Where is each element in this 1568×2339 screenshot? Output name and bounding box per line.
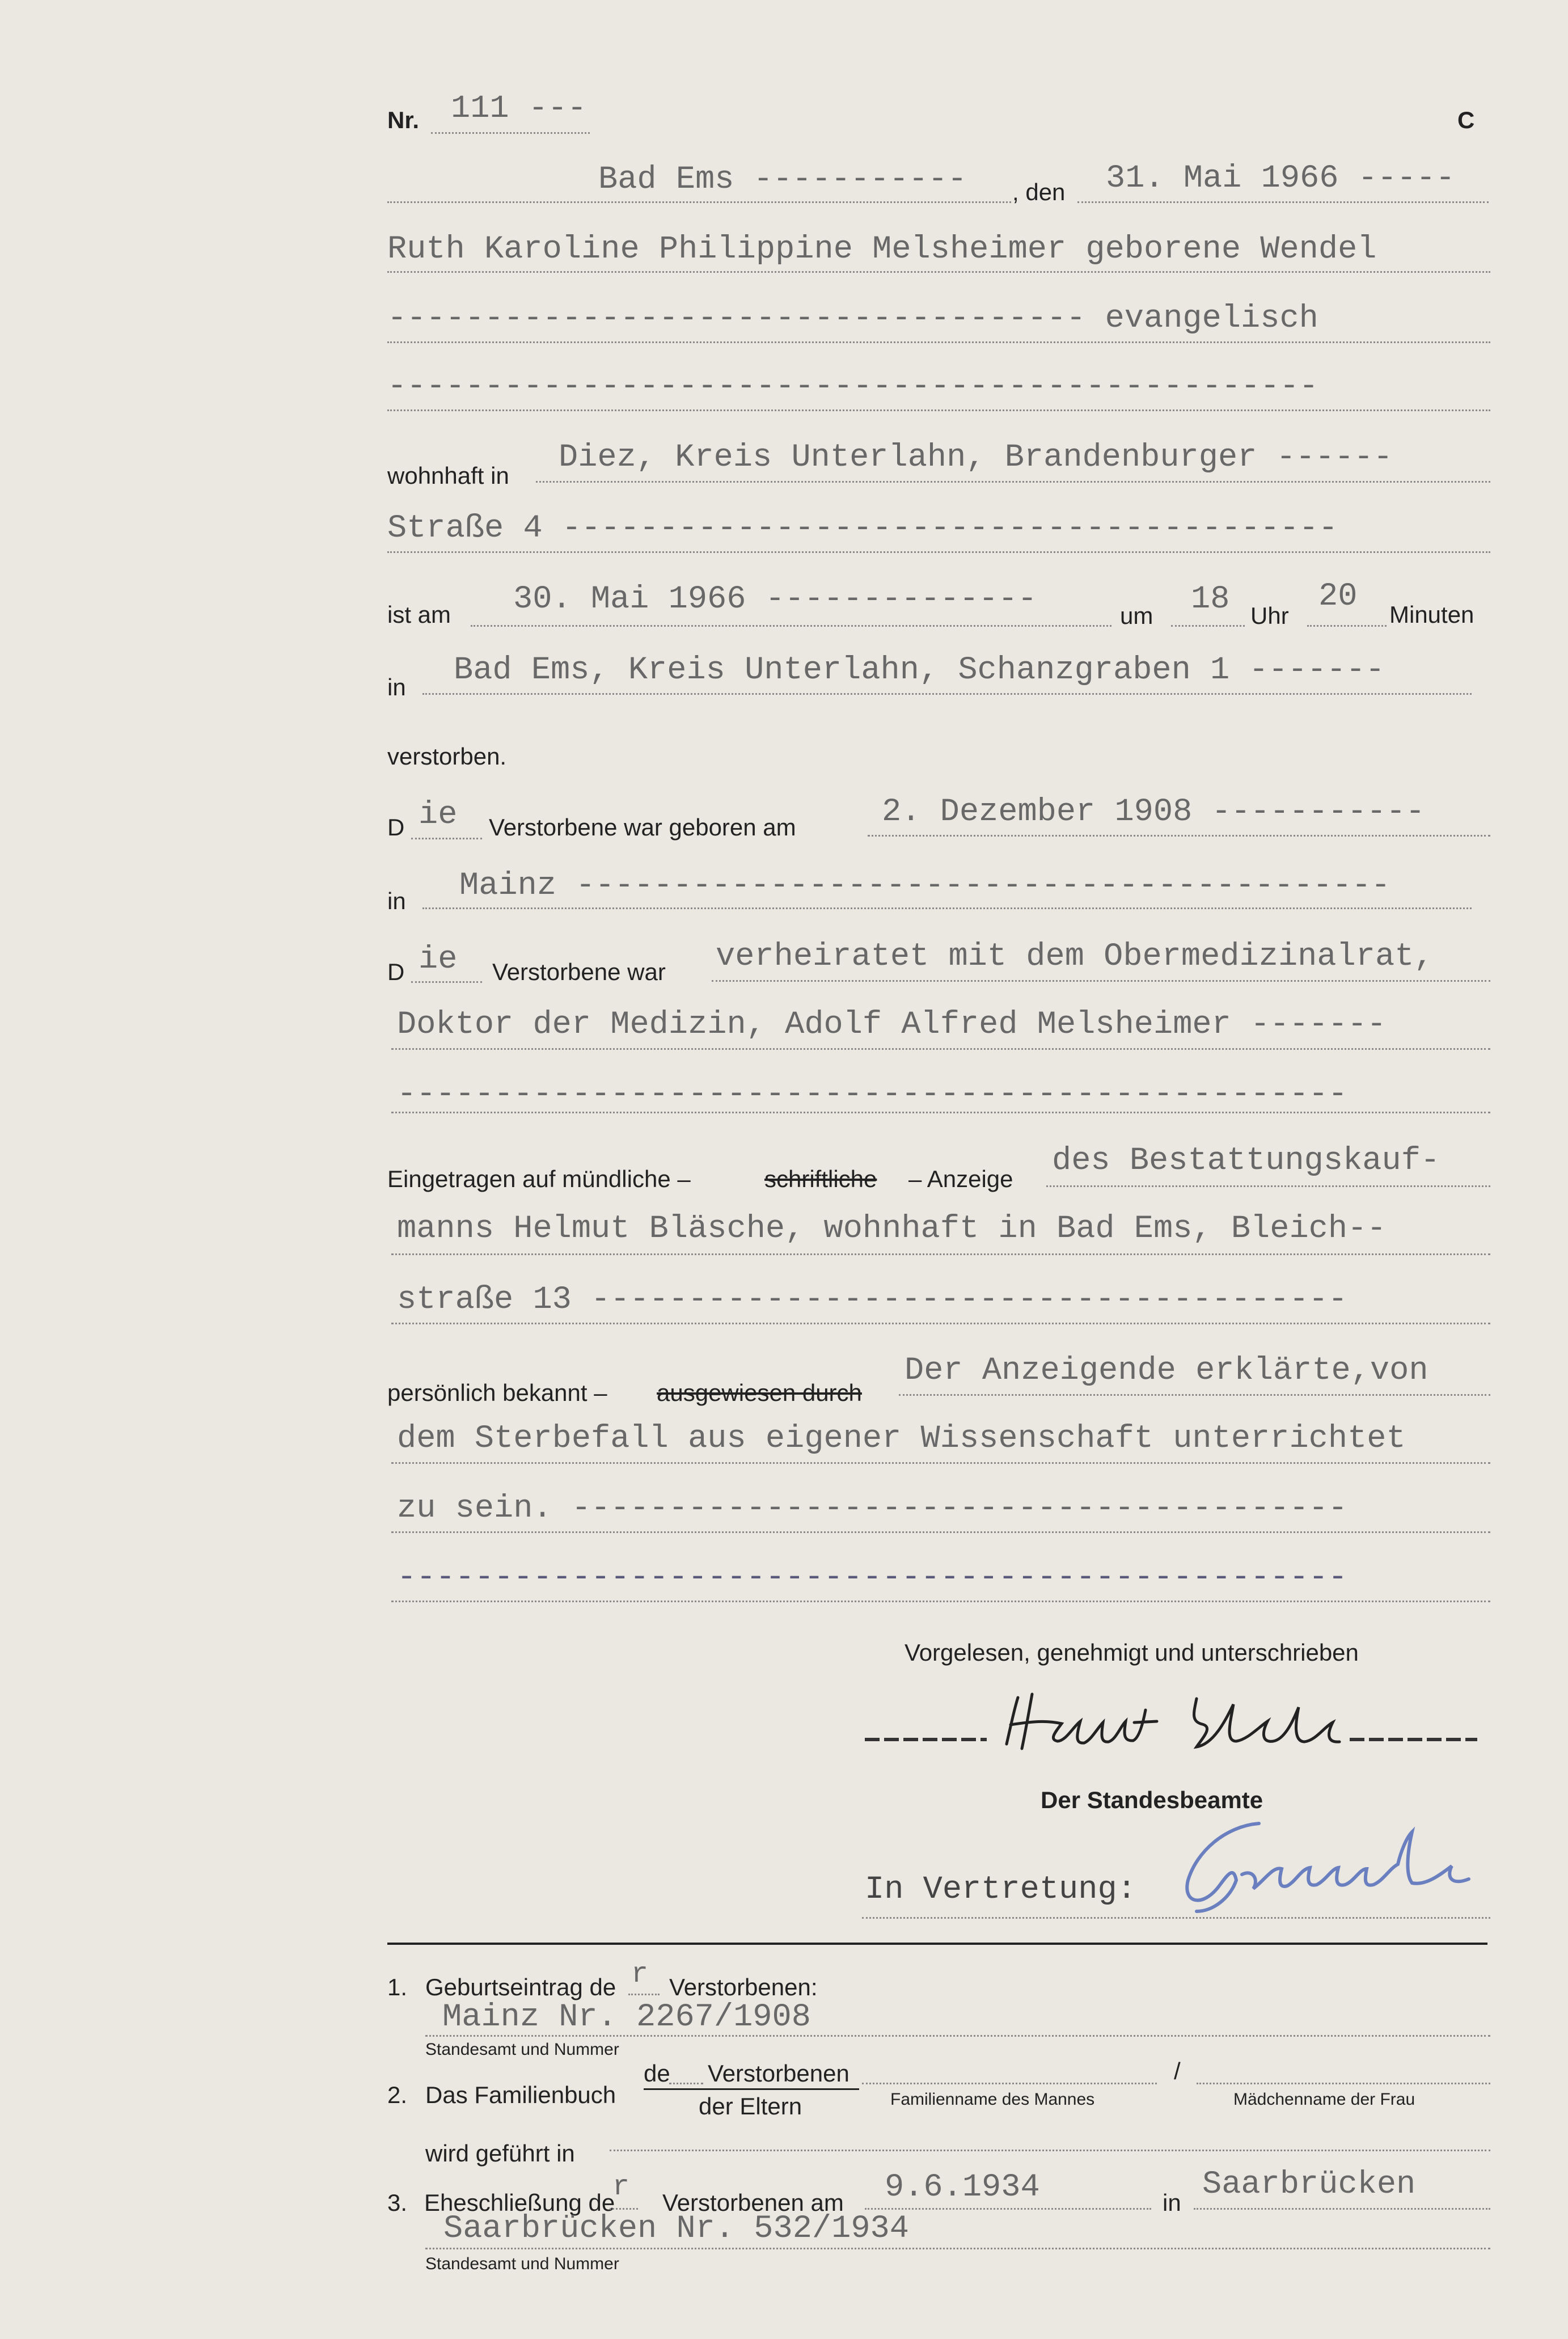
name-dotline [387,271,1490,273]
report-middle: – Anzeige [908,1166,1013,1192]
death-place: Bad Ems, Kreis Unterlahn, Schanzgraben 1 ------- [454,652,1385,689]
item2-eltern: der Eltern [699,2093,802,2120]
report-line-3: straße 13 --------------------------------------- [397,1282,1348,1318]
uhr-label: Uhr [1250,602,1289,629]
birth-date: 2. Dezember 1908 ----------- [882,794,1425,830]
vorgelesen-text: Vorgelesen, genehmigt und unterschrieben [905,1639,1359,1666]
deceased-name: Ruth Karoline Philippine Melsheimer geborene Wendel [387,231,1377,268]
item2-label: Das Familienbuch [425,2082,616,2108]
status-d-suffix: ie [419,941,458,978]
report-7-dotline [391,1601,1490,1602]
death-place-dotline [422,693,1472,695]
report-struck-written: schriftliche [764,1166,877,1192]
address-1-dotline [536,481,1490,483]
place-dotline [387,201,1011,203]
item1-standesamt-label: Standesamt und Nummer [425,2040,619,2059]
item3-suffix: r [612,2171,630,2203]
report-line-7: ------------------------------------------------- [397,1560,1348,1596]
birth-d-dotline [411,838,482,839]
item3-place-dotline [1194,2208,1490,2210]
item2-de: de [644,2060,670,2087]
persoenlich-label: persönlich bekannt – [387,1379,607,1406]
standesbeamte-label: Der Standesbeamte [1041,1787,1263,1813]
report-3-dotline [391,1323,1490,1324]
status-d-label: D [387,959,405,985]
item3-standesamt-label: Standesamt und Nummer [425,2254,619,2273]
item1-suffix-dotline [628,1994,660,1995]
den-label: , den [1012,179,1066,205]
report-line-2: manns Helmut Bläsche, wohnhaft in Bad Ems, Bleich-- [397,1211,1387,1247]
item2-mann-label: Familienname des Mannes [890,2090,1095,2109]
death-date-dotline [471,625,1111,627]
item3-number: 3. [387,2189,408,2216]
um-label: um [1120,602,1153,629]
official-signature [1174,1812,1491,1920]
item1-value: Mainz Nr. 2267/1908 [442,1999,811,2036]
report-prefix: Eingetragen auf mündliche – [387,1166,691,1192]
form-code: C [1457,107,1475,133]
address-line-2: Straße 4 ---------------------------------------- [387,510,1338,547]
birth-in-label: in [387,888,406,914]
marital-line-3: ------------------------------------------------- [397,1076,1348,1113]
item2-number: 2. [387,2082,408,2108]
marital-2-dotline [391,1048,1490,1050]
item2-verstorbenen: Verstorbenen [708,2060,849,2087]
item2-gefuehrt-dotline [610,2150,1490,2151]
status-text-label: Verstorbene war [492,959,666,985]
death-date: 30. Mai 1966 -------------- [513,581,1037,618]
footer-separator [387,1943,1487,1945]
registration-place: Bad Ems ----------- [598,162,967,198]
marital-line-2: Doktor der Medizin, Adolf Alfred Melsheimer ------- [397,1007,1387,1043]
minutes-dotline [1307,625,1387,627]
item2-de-dotline [669,2083,703,2084]
nr-label: Nr. [387,107,420,133]
hour-dotline [1171,625,1245,627]
item3-date-dotline [865,2208,1151,2210]
vertretung-dotline [862,1917,1490,1919]
item2-frau-dotline [1197,2083,1490,2084]
birth-place: Mainz ------------------------------------------ [459,868,1391,904]
ist-am-label: ist am [387,601,451,628]
item3-value-dotline [425,2248,1490,2249]
birth-place-dotline [422,907,1472,909]
religion-dotline [387,341,1490,343]
item2-gefuehrt-label: wird geführt in [425,2140,575,2167]
death-minutes: 20 [1318,579,1358,615]
report-5-dotline [391,1462,1490,1464]
marital-3-dotline [391,1112,1490,1113]
item3-date: 9.6.1934 [885,2169,1040,2206]
item1-value-dotline [425,2035,1490,2037]
blank-dotline [387,409,1490,411]
birth-date-dotline [868,835,1490,837]
entry-number: 111 --- [451,91,587,127]
item3-value: Saarbrücken Nr. 532/1934 [443,2211,909,2247]
date-dotline [1077,201,1489,203]
birth-d-label: D [387,814,405,841]
item2-slash: / [1174,2058,1181,2084]
nr-dotline [431,132,590,134]
marital-line-1: verheiratet mit dem Obermedizinalrat, [716,939,1434,975]
wohnhaft-label: wohnhaft in [387,462,509,489]
address-line-1: Diez, Kreis Unterlahn, Brandenburger ------ [559,440,1393,476]
item2-mann-dotline [862,2083,1157,2084]
item3-label-a: Eheschließung de [424,2189,615,2216]
minuten-label: Minuten [1389,601,1474,628]
death-hour: 18 [1191,581,1230,618]
item3-place: Saarbrücken [1202,2167,1416,2203]
item1-number: 1. [387,1974,408,2000]
item2-frau-label: Mädchenname der Frau [1233,2090,1415,2109]
status-d-dotline [411,981,482,983]
item1-label-b: Verstorbenen: [669,1974,818,2000]
report-line-4: Der Anzeigende erklärte,von [905,1353,1428,1389]
item3-label-b: Verstorbenen am [662,2189,844,2216]
death-in-label: in [387,674,406,700]
report-1-dotline [1046,1185,1490,1187]
religion-line: ------------------------------------ evangelisch [387,301,1318,337]
item3-suffix-dotline [610,2208,638,2210]
report-line-5: dem Sterbefall aus eigener Wissenschaft unterrichtet [397,1421,1406,1457]
report-6-dotline [391,1531,1490,1533]
registration-date: 31. Mai 1966 ----- [1106,161,1455,197]
blank-line: ------------------------------------------------ [387,369,1318,405]
address-2-dotline [387,551,1490,553]
birth-text-label: Verstorbene war geboren am [489,814,796,841]
report-line-6: zu sein. ---------------------------------------- [397,1491,1348,1527]
verstorben-label: verstorben. [387,743,507,770]
item1-suffix: r [631,1958,649,1991]
report-4-dotline [899,1394,1490,1396]
report-line-1: des Bestattungskauf- [1052,1143,1440,1179]
report-2-dotline [391,1253,1490,1255]
in-vertretung-label: In Vertretung: [865,1872,1136,1908]
item3-in-label: in [1163,2189,1181,2216]
report-struck-identified: ausgewiesen durch [657,1379,862,1406]
informant-signature [862,1687,1480,1767]
item1-label-a: Geburtseintrag de [425,1974,616,2000]
birth-d-suffix: ie [419,797,458,833]
item2-fraction-bar [644,2088,859,2090]
marital-1-dotline [712,980,1490,982]
